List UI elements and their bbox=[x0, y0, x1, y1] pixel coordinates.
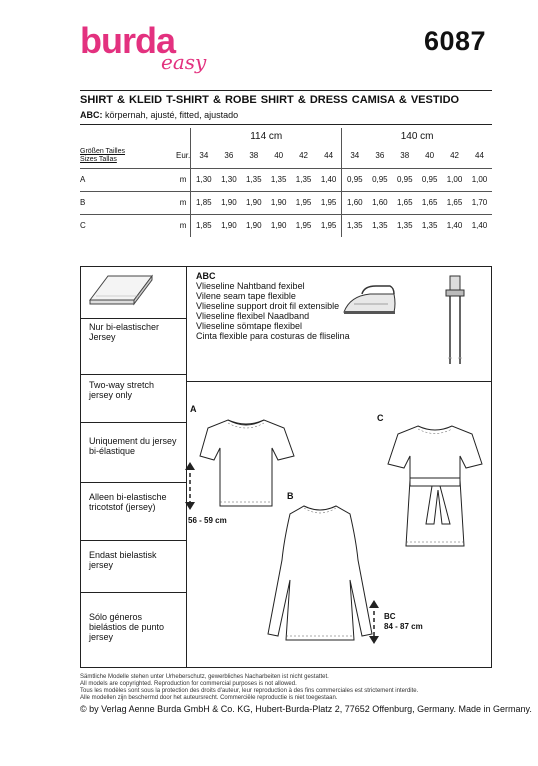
row-view-label: A bbox=[80, 168, 176, 191]
yardage-cell: 1,70 bbox=[467, 191, 492, 214]
yardage-cell: 1,35 bbox=[241, 168, 266, 191]
footer-copyright-en: All models are copyrighted. Reproduction for commercial purposes is not allowed. bbox=[80, 681, 297, 687]
yardage-cell: 0,95 bbox=[392, 168, 417, 191]
footer-copyright-de: Sämtliche Modelle stehen unter Urheberschutz, gewerbliches Nacharbeiten ist nicht gestattet. bbox=[80, 674, 329, 680]
yardage-cell: 1,90 bbox=[266, 191, 291, 214]
yardage-cell: 1,00 bbox=[467, 168, 492, 191]
size-cell: 38 bbox=[249, 151, 259, 161]
view-bc-length: 84 - 87 cm bbox=[384, 622, 423, 631]
size-cell: 38 bbox=[400, 151, 410, 161]
notions-views: ABC bbox=[196, 271, 216, 281]
fabric-width-140: 140 cm bbox=[342, 128, 492, 144]
view-a-tshirt-drawing bbox=[198, 414, 298, 510]
yardage-cell: 0,95 bbox=[367, 168, 392, 191]
yardage-cell: 1,95 bbox=[291, 191, 316, 214]
yardage-cell: 1,35 bbox=[291, 168, 316, 191]
size-cell: 42 bbox=[450, 151, 459, 161]
notion-line: Vlieseline sömtape flexibel bbox=[196, 321, 303, 331]
notion-line: Vlieseline support droit fil extensible bbox=[196, 301, 340, 311]
row-unit: m bbox=[176, 191, 191, 214]
yardage-cell: 1,95 bbox=[316, 191, 342, 214]
yardage-cell: 1,30 bbox=[216, 168, 241, 191]
header-divider bbox=[80, 90, 492, 91]
yardage-cell: 1,90 bbox=[216, 214, 241, 237]
yardage-cell: 1,60 bbox=[367, 191, 392, 214]
size-cell: 40 bbox=[425, 151, 435, 161]
fabric-note-sv: Endast bielastisk jersey bbox=[89, 550, 157, 570]
table-row bbox=[80, 214, 492, 237]
row-unit: m bbox=[176, 168, 191, 191]
notion-line: Vilene seam tape flexible bbox=[196, 291, 296, 301]
size-label-de-fr: Größen Tailles bbox=[80, 147, 126, 155]
yardage-cell: 1,40 bbox=[316, 168, 342, 191]
yardage-cell: 1,40 bbox=[467, 214, 492, 237]
notion-line: Cinta flexible para costuras de fliselina bbox=[196, 331, 350, 341]
notion-line: Vlieseline flexibel Naadband bbox=[196, 311, 310, 321]
view-b-dress-drawing bbox=[264, 500, 376, 650]
twin-needle-icon bbox=[440, 272, 470, 372]
view-bc-label: BC bbox=[384, 612, 396, 621]
yardage-cell: 1,95 bbox=[291, 214, 316, 237]
fabric-row-divider bbox=[80, 374, 187, 375]
yardage-cell: 1,00 bbox=[442, 168, 467, 191]
size-header-row bbox=[80, 144, 492, 168]
fabric-row-divider bbox=[80, 422, 187, 423]
pattern-number: 6087 bbox=[424, 26, 487, 56]
yardage-table bbox=[80, 128, 492, 237]
row-view-label: C bbox=[80, 214, 176, 237]
footer-copyright-nl: Alle modellen zijn beschermd door het auteursrecht. Commerciële reproductie is niet toegestaan. bbox=[80, 695, 338, 701]
size-cell: 34 bbox=[342, 144, 368, 168]
brand-logo: burda bbox=[80, 20, 176, 61]
size-cell: 42 bbox=[299, 151, 308, 161]
yardage-cell: 0,95 bbox=[417, 168, 442, 191]
length-arrow-bc-icon bbox=[368, 600, 380, 644]
yardage-cell: 1,65 bbox=[442, 191, 467, 214]
yardage-cell: 1,60 bbox=[342, 191, 368, 214]
footer-copyright-fr: Tous les modèles sont sous la protection des droits d'auteur, leur reproduction à des fins commerciales est strictement interdite. bbox=[80, 688, 419, 694]
yardage-cell: 1,85 bbox=[191, 214, 217, 237]
size-system: Eur. bbox=[176, 151, 191, 161]
header-divider-2 bbox=[80, 124, 492, 125]
size-cell: 40 bbox=[274, 151, 284, 161]
yardage-cell: 1,40 bbox=[442, 214, 467, 237]
fabric-note-en: Two-way stretch jersey only bbox=[89, 380, 155, 400]
fabric-width-row bbox=[80, 128, 492, 144]
size-cell: 36 bbox=[224, 151, 234, 161]
yardage-cell: 1,35 bbox=[417, 214, 442, 237]
view-a-label: A bbox=[190, 404, 197, 414]
table-row bbox=[80, 168, 492, 191]
fabric-swatch-icon bbox=[88, 272, 154, 308]
yardage-cell: 1,65 bbox=[392, 191, 417, 214]
fabric-row-divider bbox=[80, 482, 187, 483]
fabric-note-fr: Uniquement du jersey bi-élastique bbox=[89, 436, 177, 456]
size-cell: 34 bbox=[191, 144, 217, 168]
notions-divider bbox=[187, 381, 492, 382]
yardage-cell: 1,35 bbox=[367, 214, 392, 237]
yardage-cell: 1,35 bbox=[266, 168, 291, 191]
yardage-cell: 1,90 bbox=[241, 214, 266, 237]
fabric-row-divider bbox=[80, 540, 187, 541]
fabric-note-nl: Alleen bi-elastische tricotstof (jersey) bbox=[89, 492, 167, 512]
garment-titles: SHIRT & KLEID T-SHIRT & ROBE SHIRT & DRESS CAMISA & VESTIDO bbox=[80, 94, 460, 106]
iron-icon bbox=[340, 282, 400, 318]
view-c-label: C bbox=[377, 413, 384, 423]
fabric-note-de: Nur bi-elastischer Jersey bbox=[89, 322, 160, 342]
fit-views: ABC: bbox=[80, 110, 103, 120]
view-c-belted-dress-drawing bbox=[380, 420, 490, 556]
yardage-cell: 1,30 bbox=[191, 168, 217, 191]
row-unit: m bbox=[176, 214, 191, 237]
yardage-cell: 1,90 bbox=[266, 214, 291, 237]
fabric-row-divider bbox=[80, 318, 187, 319]
size-cell: 44 bbox=[324, 151, 334, 161]
size-label-en-es: Sizes Tallas bbox=[80, 155, 117, 163]
notion-line: Vlieseline Nahtband fexibel bbox=[196, 281, 305, 291]
yardage-cell: 0,95 bbox=[342, 168, 368, 191]
yardage-cell: 1,35 bbox=[392, 214, 417, 237]
table-row bbox=[80, 191, 492, 214]
yardage-cell: 1,95 bbox=[316, 214, 342, 237]
yardage-cell: 1,85 bbox=[191, 191, 217, 214]
fit-description bbox=[80, 110, 238, 120]
yardage-cell: 1,90 bbox=[216, 191, 241, 214]
size-cell: 36 bbox=[375, 151, 385, 161]
brand-sub-logo: easy bbox=[161, 50, 207, 74]
yardage-cell: 1,90 bbox=[241, 191, 266, 214]
view-b-label: B bbox=[287, 491, 294, 501]
yardage-cell: 1,35 bbox=[342, 214, 368, 237]
size-cell: 44 bbox=[475, 151, 484, 161]
length-arrow-a-icon bbox=[184, 462, 196, 510]
fabric-note-es: Sólo géneros bielástios de punto jersey bbox=[89, 612, 165, 642]
view-a-length: 56 - 59 cm bbox=[188, 516, 227, 525]
row-view-label: B bbox=[80, 191, 176, 214]
notions-list bbox=[196, 271, 350, 341]
yardage-cell: 1,65 bbox=[417, 191, 442, 214]
fabric-row-divider bbox=[80, 592, 187, 593]
fit-text: körpernah, ajusté, fitted, ajustado bbox=[105, 110, 239, 120]
fabric-width-114: 114 cm bbox=[191, 128, 342, 144]
footer-publisher: © by Verlag Aenne Burda GmbH & Co. KG, Hubert-Burda-Platz 2, 77652 Offenburg, Germany. Made in Germany. bbox=[80, 704, 532, 714]
